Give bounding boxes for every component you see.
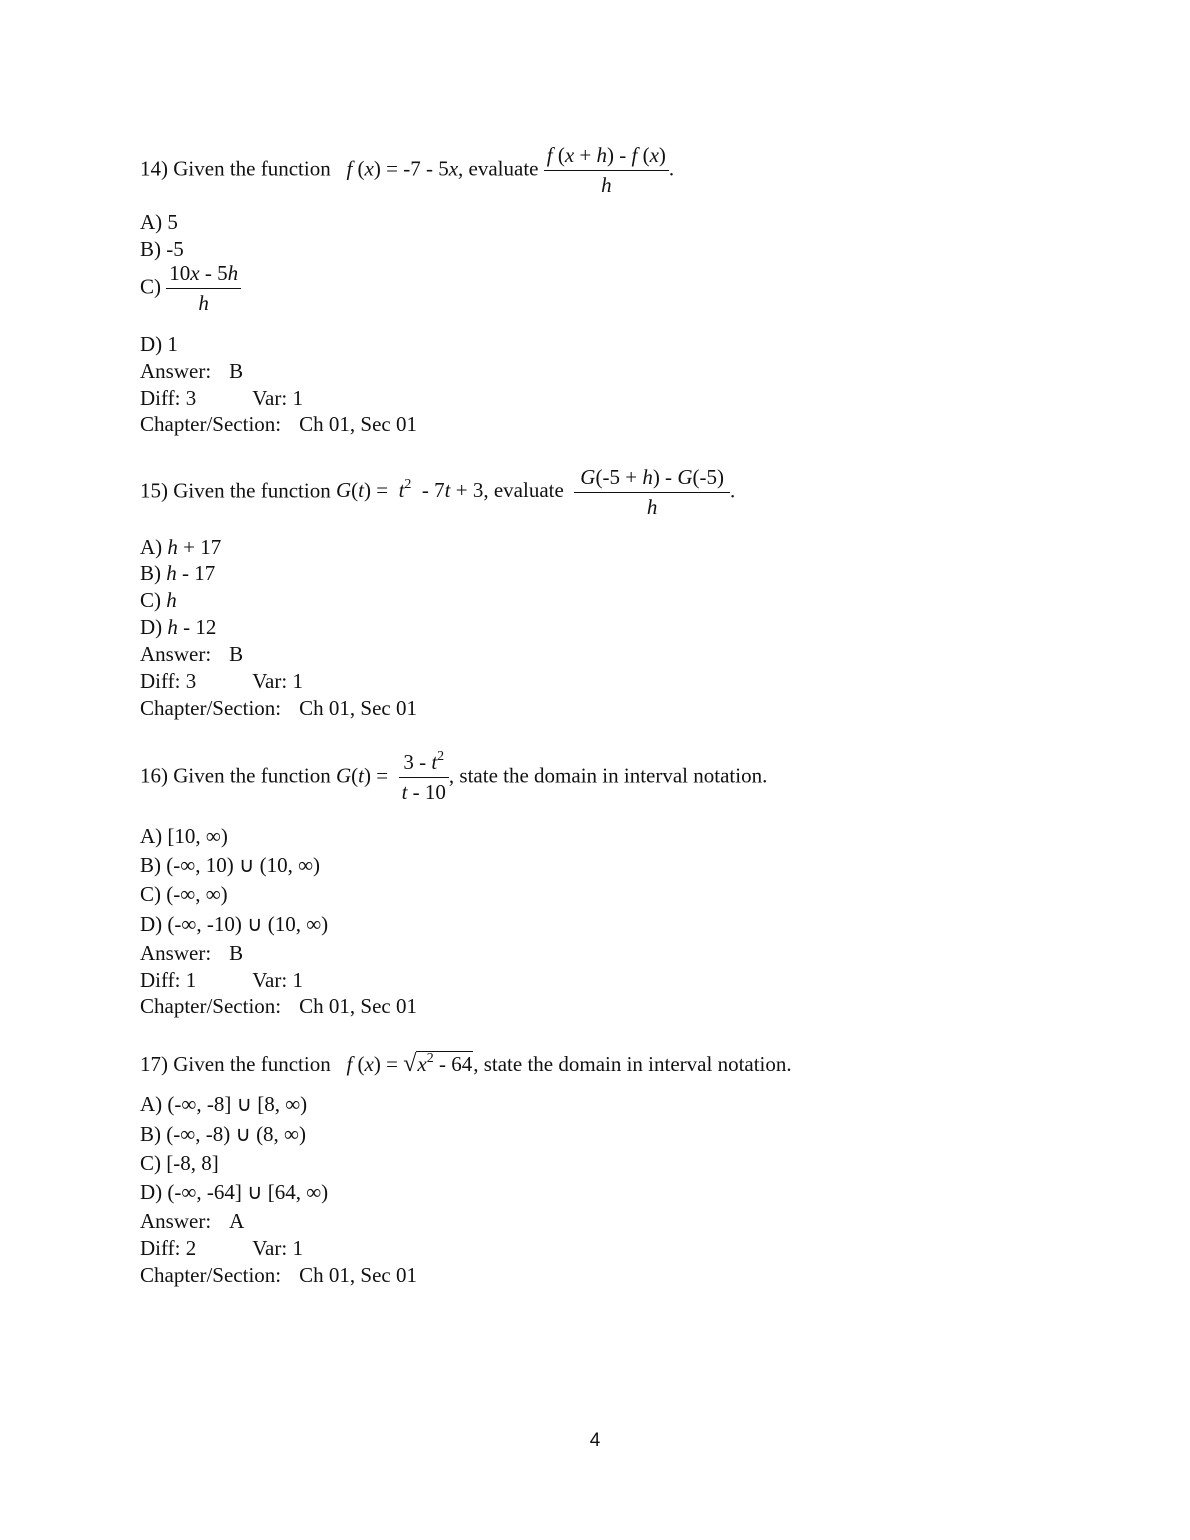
q14-answer-value: B <box>229 359 244 383</box>
q17-answer: Answer: A <box>140 1209 245 1233</box>
q16-option-a: A) [10, ∞) <box>140 824 228 848</box>
q14-option-c <box>140 263 241 314</box>
q17-option-b: B) (-∞, -8) ∪ (8, ∞) <box>140 1122 307 1146</box>
q17-option-d: D) (-∞, -64] ∪ [64, ∞) <box>140 1180 329 1204</box>
q15-period: . <box>729 478 736 503</box>
q16-stem <box>140 749 768 804</box>
q15-difference-quotient: $\frac{G(-5 + h) - G(-5)}{h}$ <box>574 467 730 518</box>
q14-chapter-section: Chapter/Section: Ch 01, Sec 01 <box>140 412 417 436</box>
q14-function: f (x) = -7 - 5x, evaluate <box>346 156 539 181</box>
q14-option-c-label: C) <box>140 274 161 299</box>
q16-var: Var: 1 <box>252 968 303 992</box>
q14-var: Var: 1 <box>252 386 303 410</box>
q17-suffix: , state the domain in interval notation. <box>473 1052 792 1076</box>
q17-prefix: 17) Given the function <box>140 1052 331 1076</box>
q14-chapter-section-value: Ch 01, Sec 01 <box>299 412 417 436</box>
q16-prefix: 16) Given the function <box>140 763 331 788</box>
q16-chapter-section-value: Ch 01, Sec 01 <box>299 994 417 1018</box>
q14-diff: Diff: 3 <box>140 386 197 410</box>
q15-chapter-section: Chapter/Section: Ch 01, Sec 01 <box>140 696 417 720</box>
q16-option-b: B) (-∞, 10) ∪ (10, ∞) <box>140 853 321 877</box>
q15-chapter-section-value: Ch 01, Sec 01 <box>299 696 417 720</box>
q16-diff-var <box>140 970 303 991</box>
q17-diff: Diff: 2 <box>140 1236 197 1260</box>
q15-diff: Diff: 3 <box>140 669 197 693</box>
q16-option-c: C) (-∞, ∞) <box>140 882 228 906</box>
q14-diff-var <box>140 388 303 409</box>
q16-option-d: D) (-∞, -10) ∪ (10, ∞) <box>140 912 329 936</box>
q14-answer: Answer: B <box>140 359 244 383</box>
q17-option-a: A) (-∞, -8] ∪ [8, ∞) <box>140 1092 308 1116</box>
q17-chapter-section-value: Ch 01, Sec 01 <box>299 1263 417 1287</box>
q16-function-lhs: G(t) = <box>335 763 389 788</box>
q15-prefix: 15) Given the function <box>140 478 331 503</box>
q15-diff-var <box>140 671 303 692</box>
q15-option-c: C) h <box>140 588 177 612</box>
page-number: 4 <box>589 1430 601 1451</box>
q17-option-c: C) [-8, 8] <box>140 1151 219 1175</box>
q14-period: . <box>668 156 675 181</box>
sqrt-icon: √ <box>403 1051 417 1077</box>
q16-fraction: $\frac{3 - t^2}{t - 10}$ <box>399 752 449 803</box>
q17-var: Var: 1 <box>252 1236 303 1260</box>
q17-sqrt: $√x^2 - 64$ <box>403 1051 473 1077</box>
q15-option-b: B) h - 17 <box>140 561 216 585</box>
q17-diff-var <box>140 1238 303 1259</box>
q14-stem <box>140 145 674 196</box>
q17-chapter-section: Chapter/Section: Ch 01, Sec 01 <box>140 1263 417 1287</box>
q16-answer: Answer: B <box>140 941 244 965</box>
q16-answer-value: B <box>229 941 244 965</box>
q17-stem <box>140 1052 792 1076</box>
q15-answer: Answer: B <box>140 642 244 666</box>
q14-prefix: 14) Given the function <box>140 156 331 181</box>
q15-stem <box>140 467 735 518</box>
q16-chapter-section: Chapter/Section: Ch 01, Sec 01 <box>140 994 417 1018</box>
q14-option-a: A) 5 <box>140 210 178 234</box>
q15-answer-value: B <box>229 642 244 666</box>
q15-function: $G(t) = t^2 - 7t + 3$, evaluate <box>335 477 564 503</box>
q15-var: Var: 1 <box>252 669 303 693</box>
q14-option-c-fraction: $\frac{10x - 5h}{h}$ <box>166 263 241 314</box>
q14-option-b: B) -5 <box>140 237 184 261</box>
q15-option-a: A) h + 17 <box>140 535 222 559</box>
q16-diff: Diff: 1 <box>140 968 197 992</box>
q17-answer-value: A <box>229 1209 245 1233</box>
q17-function-lhs: f (x) = <box>346 1052 398 1076</box>
q15-option-d: D) h - 12 <box>140 615 217 639</box>
q14-difference-quotient: $\frac{f (x + h) - f (x)}{h}$ <box>544 145 669 196</box>
q14-option-d: D) 1 <box>140 332 178 356</box>
q16-suffix: , state the domain in interval notation. <box>448 763 768 788</box>
